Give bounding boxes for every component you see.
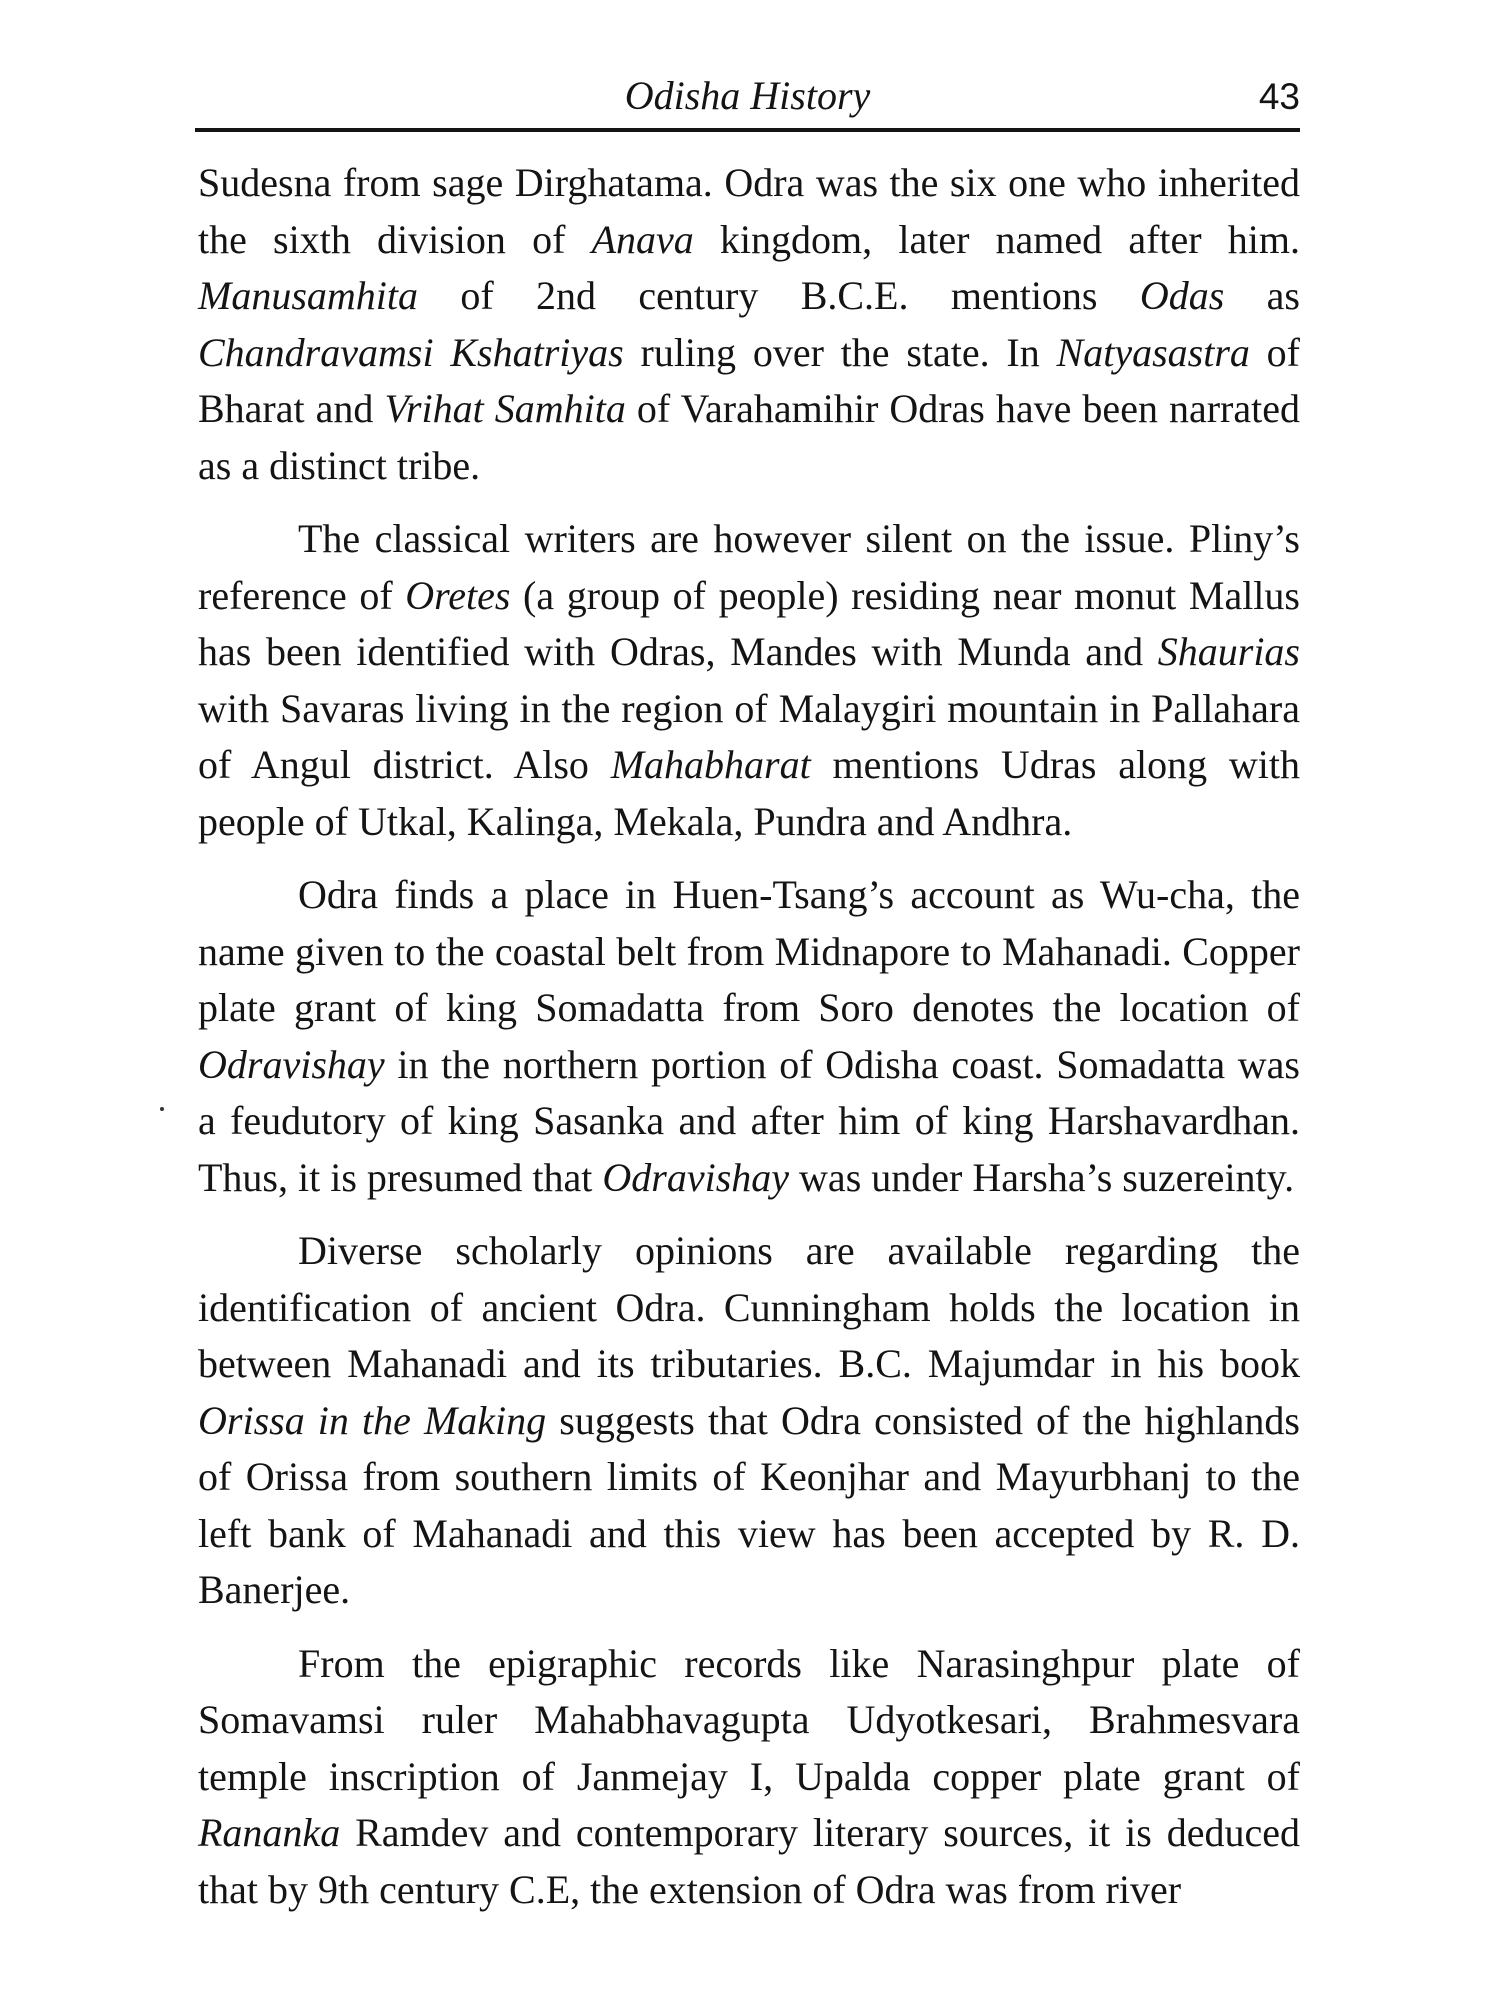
text-run: (a group of people) residing near monut Mallus has been identified with Odras, Mandes with Munda and <box>198 572 1300 674</box>
running-head <box>195 68 1300 128</box>
text-run-italic: Chandravamsi Kshatriyas <box>198 329 624 375</box>
text-run-italic: Shaurias <box>1157 629 1300 674</box>
header-rule <box>195 128 1300 132</box>
text-run: in the northern portion of Odisha coast. Somadatta was a feudutory of king Sasanka and after him of king Harshavardhan. Thus, it is presumed that <box>198 1041 1300 1200</box>
text-run: Odra finds a place in Huen-Tsang’s account as Wu-cha, the name given to the coastal belt from Midnapore to Mahanadi. Copper plate grant of king Somadatta from Soro denotes the location of <box>198 872 1300 1030</box>
text-run-italic: Odravishay <box>602 1154 790 1200</box>
text-run: with Savaras living in the region of Malaygiri mountain in Pallahara of Angul district. Also <box>198 685 1300 787</box>
text-run: suggests that Odra consisted of the highlands of Orissa from southern limits of Keonjhar and Mayurbhanj to the left bank of Mahanadi and this view has been accepted by R. D. Banerjee. <box>198 1397 1300 1612</box>
text-run: mentions Udras along with people of Utkal, Kalinga, Mekala, Pundra and Andhra. <box>198 742 1300 844</box>
text-run-italic: Rananka <box>198 1810 341 1855</box>
text-run: of Varahamihir Odras have been narrated as a distinct tribe. <box>198 386 1301 488</box>
margin-speck <box>160 1107 164 1111</box>
text-run: as <box>1224 273 1300 318</box>
text-run-italic: Odas <box>1139 273 1225 318</box>
text-run-italic: Vrihat Samhita <box>384 386 626 431</box>
text-run-italic: Anava <box>591 216 694 262</box>
text-run: The classical writers are however silent on the issue. Pliny’s reference of <box>198 516 1300 618</box>
page-number: 43 <box>1258 76 1300 117</box>
paragraph-1 <box>198 155 1300 494</box>
paragraph-5 <box>198 1636 1300 1919</box>
text-run-italic: Orissa in the Making <box>198 1397 547 1443</box>
paragraph-4 <box>198 1223 1300 1619</box>
text-run-italic: Manusamhita <box>198 273 418 318</box>
paragraph-3 <box>198 867 1300 1206</box>
text-run-italic: Natyasastra <box>1056 329 1250 375</box>
text-run: of Bharat and <box>198 329 1300 431</box>
text-run-italic: Mahabharat <box>610 742 811 787</box>
text-run: ruling over the state. In <box>623 329 1057 375</box>
text-run: Sudesna from sage Dirghatama. Odra was the six one who inherited the sixth division of <box>198 160 1300 262</box>
text-run: Diverse scholarly opinions are available regarding the identification of ancient Odra. Cunningham holds the location in between Mahanadi and its tributaries. B.C. Majumdar in his book <box>198 1228 1300 1386</box>
text-run: was under Harsha’s suzereinty. <box>789 1154 1295 1200</box>
text-run-italic: Odravishay <box>198 1041 385 1087</box>
paragraph-2 <box>198 511 1300 850</box>
text-run: From the epigraphic records like Narasinghpur plate of Somavamsi ruler Mahabhavagupta Udyotkesari, Brahmesvara temple inscription of Janmejay I, Upalda copper plate grant of <box>198 1640 1300 1799</box>
text-run-italic: Oretes <box>405 572 511 618</box>
text-run: kingdom, later named after him. <box>693 216 1301 262</box>
body-text <box>198 155 1300 1935</box>
text-run: Ramdev and contemporary literary sources, it is deduced that by 9th century C.E, the extension of Odra was from river <box>198 1810 1300 1912</box>
text-run: of 2nd century B.C.E. mentions <box>418 273 1140 318</box>
running-title: Odisha History <box>624 73 871 118</box>
